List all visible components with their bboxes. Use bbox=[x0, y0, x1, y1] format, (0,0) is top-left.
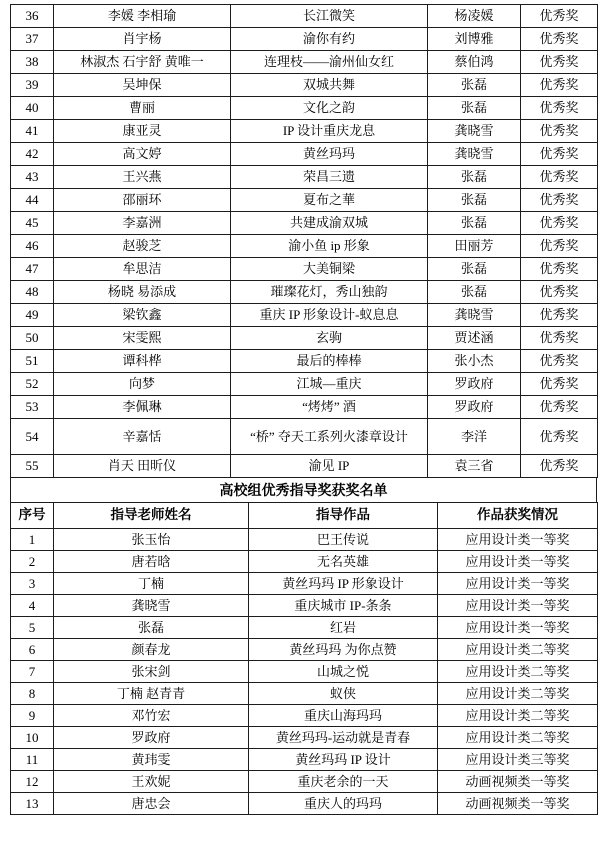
table-cell: 动画视频类一等奖 bbox=[438, 793, 598, 815]
table-row bbox=[11, 235, 598, 258]
table-cell: 优秀奖 bbox=[521, 51, 598, 74]
table-row bbox=[11, 705, 598, 727]
table-cell: 罗政府 bbox=[428, 373, 521, 396]
table-cell: 13 bbox=[11, 793, 54, 815]
table-cell: 张宋剑 bbox=[54, 661, 249, 683]
table-cell: 张磊 bbox=[428, 166, 521, 189]
table-cell: 黄丝玛玛 为你点赞 bbox=[249, 639, 438, 661]
table-row bbox=[11, 189, 598, 212]
table-cell: 璀璨花灯，秀山独韵 bbox=[231, 281, 428, 304]
table-row bbox=[11, 143, 598, 166]
table-cell: 54 bbox=[11, 419, 54, 455]
table-cell: 荣昌三遗 bbox=[231, 166, 428, 189]
table-cell: 优秀奖 bbox=[521, 396, 598, 419]
table-cell: 李嘉洲 bbox=[54, 212, 231, 235]
table-cell: 6 bbox=[11, 639, 54, 661]
table-row bbox=[11, 327, 598, 350]
table-cell: 丁楠 bbox=[54, 573, 249, 595]
table-cell: 优秀奖 bbox=[521, 281, 598, 304]
table-cell: 应用设计类二等奖 bbox=[438, 661, 598, 683]
table-row bbox=[11, 419, 598, 455]
table-row bbox=[11, 551, 598, 573]
table-cell: 40 bbox=[11, 97, 54, 120]
table-cell: 优秀奖 bbox=[521, 419, 598, 455]
table-cell: 应用设计类一等奖 bbox=[438, 595, 598, 617]
table-cell: 向梦 bbox=[54, 373, 231, 396]
table-cell: 47 bbox=[11, 258, 54, 281]
table-cell: 39 bbox=[11, 74, 54, 97]
table-cell: 应用设计类一等奖 bbox=[438, 529, 598, 551]
table-cell: 龚晓雪 bbox=[428, 304, 521, 327]
table-cell: 渝小鱼 ip 形象 bbox=[231, 235, 428, 258]
table-row bbox=[11, 97, 598, 120]
table-cell: 最后的棒棒 bbox=[231, 350, 428, 373]
table-cell: 55 bbox=[11, 455, 54, 478]
table-cell: 优秀奖 bbox=[521, 5, 598, 28]
table-row bbox=[11, 212, 598, 235]
table-cell: 张磊 bbox=[54, 617, 249, 639]
awards-table-body bbox=[11, 5, 598, 478]
table-cell: 1 bbox=[11, 529, 54, 551]
table-cell: 刘博雅 bbox=[428, 28, 521, 51]
table-cell: 应用设计类一等奖 bbox=[438, 551, 598, 573]
table-cell: 李媛 李相瑜 bbox=[54, 5, 231, 28]
table-cell: 长江微笑 bbox=[231, 5, 428, 28]
table-row bbox=[11, 350, 598, 373]
table-row bbox=[11, 683, 598, 705]
table-cell: 重庆 IP 形象设计-蚁息息 bbox=[231, 304, 428, 327]
table-row bbox=[11, 617, 598, 639]
table-cell: “桥” 夺天工系列火漆章设计 bbox=[231, 419, 428, 455]
table-cell: 夏布之華 bbox=[231, 189, 428, 212]
table-cell: 红岩 bbox=[249, 617, 438, 639]
table-cell: 蔡伯鸿 bbox=[428, 51, 521, 74]
table-cell: 42 bbox=[11, 143, 54, 166]
table-cell: 李佩琳 bbox=[54, 396, 231, 419]
table-cell: 李洋 bbox=[428, 419, 521, 455]
table-cell: 唐若晗 bbox=[54, 551, 249, 573]
table-cell: 3 bbox=[11, 573, 54, 595]
table-cell: 双城共舞 bbox=[231, 74, 428, 97]
table-cell: 江城—重庆 bbox=[231, 373, 428, 396]
table-cell: 黄丝玛玛 bbox=[231, 143, 428, 166]
table-row bbox=[11, 595, 598, 617]
table-row bbox=[11, 166, 598, 189]
table-row bbox=[11, 793, 598, 815]
table-row bbox=[11, 74, 598, 97]
table-cell: 贾述涵 bbox=[428, 327, 521, 350]
table-cell: 7 bbox=[11, 661, 54, 683]
table-cell: 肖天 田昕仪 bbox=[54, 455, 231, 478]
table-row bbox=[11, 373, 598, 396]
table-cell: 优秀奖 bbox=[521, 235, 598, 258]
table-cell: 黄丝玛玛 IP 设计 bbox=[249, 749, 438, 771]
table-cell: 高文婷 bbox=[54, 143, 231, 166]
table-cell: 大美铜梁 bbox=[231, 258, 428, 281]
table-cell: 优秀奖 bbox=[521, 120, 598, 143]
table-row bbox=[11, 573, 598, 595]
table-cell: 优秀奖 bbox=[521, 166, 598, 189]
table-cell: 龚晓雪 bbox=[428, 120, 521, 143]
table-cell: 应用设计类一等奖 bbox=[438, 617, 598, 639]
header-row bbox=[11, 503, 598, 529]
table-cell: 45 bbox=[11, 212, 54, 235]
table-cell: 38 bbox=[11, 51, 54, 74]
table-cell: 应用设计类一等奖 bbox=[438, 573, 598, 595]
table-cell: 应用设计类二等奖 bbox=[438, 683, 598, 705]
table-cell: 43 bbox=[11, 166, 54, 189]
table-cell: 吴坤保 bbox=[54, 74, 231, 97]
table-cell: 赵骏芝 bbox=[54, 235, 231, 258]
col-header-award: 作品获奖情况 bbox=[438, 503, 598, 529]
table-cell: 玄驹 bbox=[231, 327, 428, 350]
table-cell: 王欢妮 bbox=[54, 771, 249, 793]
table-cell: 杨凌媛 bbox=[428, 5, 521, 28]
table-cell: 邵丽环 bbox=[54, 189, 231, 212]
table-cell: 黄丝玛玛 IP 形象设计 bbox=[249, 573, 438, 595]
table-cell: 优秀奖 bbox=[521, 97, 598, 120]
table-cell: 53 bbox=[11, 396, 54, 419]
table-cell: 杨晓 易添成 bbox=[54, 281, 231, 304]
table-cell: 8 bbox=[11, 683, 54, 705]
guidance-table-body bbox=[11, 529, 598, 815]
table-cell: 重庆城市 IP-条条 bbox=[249, 595, 438, 617]
document-page bbox=[10, 4, 597, 815]
table-cell: 连理枝——渝州仙女红 bbox=[231, 51, 428, 74]
table-cell: 应用设计类二等奖 bbox=[438, 705, 598, 727]
table-cell: 重庆山海玛玛 bbox=[249, 705, 438, 727]
table-cell: 10 bbox=[11, 727, 54, 749]
table-cell: 12 bbox=[11, 771, 54, 793]
table-cell: 曹丽 bbox=[54, 97, 231, 120]
table-cell: 张磊 bbox=[428, 97, 521, 120]
table-cell: 41 bbox=[11, 120, 54, 143]
table-cell: 4 bbox=[11, 595, 54, 617]
table-cell: 山城之悦 bbox=[249, 661, 438, 683]
excellence-awards-table bbox=[10, 4, 598, 478]
guidance-table-header bbox=[11, 503, 598, 529]
table-cell: 颜春龙 bbox=[54, 639, 249, 661]
table-cell: 11 bbox=[11, 749, 54, 771]
table-cell: 重庆人的玛玛 bbox=[249, 793, 438, 815]
table-cell: 邓竹宏 bbox=[54, 705, 249, 727]
table-cell: 2 bbox=[11, 551, 54, 573]
table-cell: 张小杰 bbox=[428, 350, 521, 373]
table-cell: 巴王传说 bbox=[249, 529, 438, 551]
table-cell: 黄玮雯 bbox=[54, 749, 249, 771]
table-cell: 重庆老余的一天 bbox=[249, 771, 438, 793]
table-cell: 王兴燕 bbox=[54, 166, 231, 189]
table-cell: 9 bbox=[11, 705, 54, 727]
table-cell: 唐忠会 bbox=[54, 793, 249, 815]
table-row bbox=[11, 120, 598, 143]
table-cell: 张磊 bbox=[428, 212, 521, 235]
table-cell: 林淑杰 石宇舒 黄唯一 bbox=[54, 51, 231, 74]
guidance-awards-table bbox=[10, 502, 598, 815]
table-cell: 梁钦鑫 bbox=[54, 304, 231, 327]
table-cell: 优秀奖 bbox=[521, 189, 598, 212]
table-cell: 蚁侠 bbox=[249, 683, 438, 705]
table-cell: 龚晓雪 bbox=[54, 595, 249, 617]
table-cell: 46 bbox=[11, 235, 54, 258]
table-cell: 优秀奖 bbox=[521, 74, 598, 97]
table-row bbox=[11, 455, 598, 478]
table-cell: 共建成渝双城 bbox=[231, 212, 428, 235]
table-cell: 36 bbox=[11, 5, 54, 28]
table-cell: 田丽芳 bbox=[428, 235, 521, 258]
table-cell: 49 bbox=[11, 304, 54, 327]
table-cell: 张磊 bbox=[428, 281, 521, 304]
table-cell: 应用设计类二等奖 bbox=[438, 727, 598, 749]
table-cell: 肖宇杨 bbox=[54, 28, 231, 51]
table-cell: 张磊 bbox=[428, 74, 521, 97]
table-cell: 优秀奖 bbox=[521, 143, 598, 166]
table-cell: 牟思洁 bbox=[54, 258, 231, 281]
table-cell: 渝见 IP bbox=[231, 455, 428, 478]
table-cell: 应用设计类三等奖 bbox=[438, 749, 598, 771]
table-cell: 44 bbox=[11, 189, 54, 212]
table-cell: 无名英雄 bbox=[249, 551, 438, 573]
table-cell: 张玉怡 bbox=[54, 529, 249, 551]
table-cell: 袁三省 bbox=[428, 455, 521, 478]
table-cell: 黄丝玛玛-运动就是青春 bbox=[249, 727, 438, 749]
table-row bbox=[11, 661, 598, 683]
table-cell: 丁楠 赵青青 bbox=[54, 683, 249, 705]
table-cell: 5 bbox=[11, 617, 54, 639]
table-row bbox=[11, 304, 598, 327]
table-cell: IP 设计重庆龙息 bbox=[231, 120, 428, 143]
table-row bbox=[11, 281, 598, 304]
table-cell: 文化之韵 bbox=[231, 97, 428, 120]
table-cell: 渝你有约 bbox=[231, 28, 428, 51]
table-row bbox=[11, 771, 598, 793]
table-cell: “烤烤” 酒 bbox=[231, 396, 428, 419]
table-cell: 50 bbox=[11, 327, 54, 350]
table-cell: 龚晓雪 bbox=[428, 143, 521, 166]
table-row bbox=[11, 28, 598, 51]
table-cell: 优秀奖 bbox=[521, 212, 598, 235]
table-cell: 谭科桦 bbox=[54, 350, 231, 373]
section-title: 高校组优秀指导奖获奖名单 bbox=[10, 478, 597, 503]
table-row bbox=[11, 5, 598, 28]
table-cell: 37 bbox=[11, 28, 54, 51]
table-row bbox=[11, 749, 598, 771]
table-row bbox=[11, 639, 598, 661]
table-cell: 罗政府 bbox=[428, 396, 521, 419]
table-cell: 宋雯熙 bbox=[54, 327, 231, 350]
col-header-teacher: 指导老师姓名 bbox=[54, 503, 249, 529]
table-cell: 优秀奖 bbox=[521, 28, 598, 51]
table-cell: 应用设计类二等奖 bbox=[438, 639, 598, 661]
table-cell: 优秀奖 bbox=[521, 258, 598, 281]
table-cell: 优秀奖 bbox=[521, 304, 598, 327]
table-cell: 优秀奖 bbox=[521, 373, 598, 396]
table-cell: 52 bbox=[11, 373, 54, 396]
table-cell: 优秀奖 bbox=[521, 350, 598, 373]
table-cell: 优秀奖 bbox=[521, 327, 598, 350]
table-cell: 康亚灵 bbox=[54, 120, 231, 143]
table-cell: 辛嘉恬 bbox=[54, 419, 231, 455]
table-cell: 罗政府 bbox=[54, 727, 249, 749]
table-cell: 51 bbox=[11, 350, 54, 373]
table-row bbox=[11, 529, 598, 551]
table-row bbox=[11, 396, 598, 419]
table-row bbox=[11, 51, 598, 74]
table-cell: 动画视频类一等奖 bbox=[438, 771, 598, 793]
col-header-index: 序号 bbox=[11, 503, 54, 529]
col-header-work: 指导作品 bbox=[249, 503, 438, 529]
table-row bbox=[11, 258, 598, 281]
table-cell: 48 bbox=[11, 281, 54, 304]
table-cell: 优秀奖 bbox=[521, 455, 598, 478]
table-cell: 张磊 bbox=[428, 189, 521, 212]
table-row bbox=[11, 727, 598, 749]
table-cell: 张磊 bbox=[428, 258, 521, 281]
